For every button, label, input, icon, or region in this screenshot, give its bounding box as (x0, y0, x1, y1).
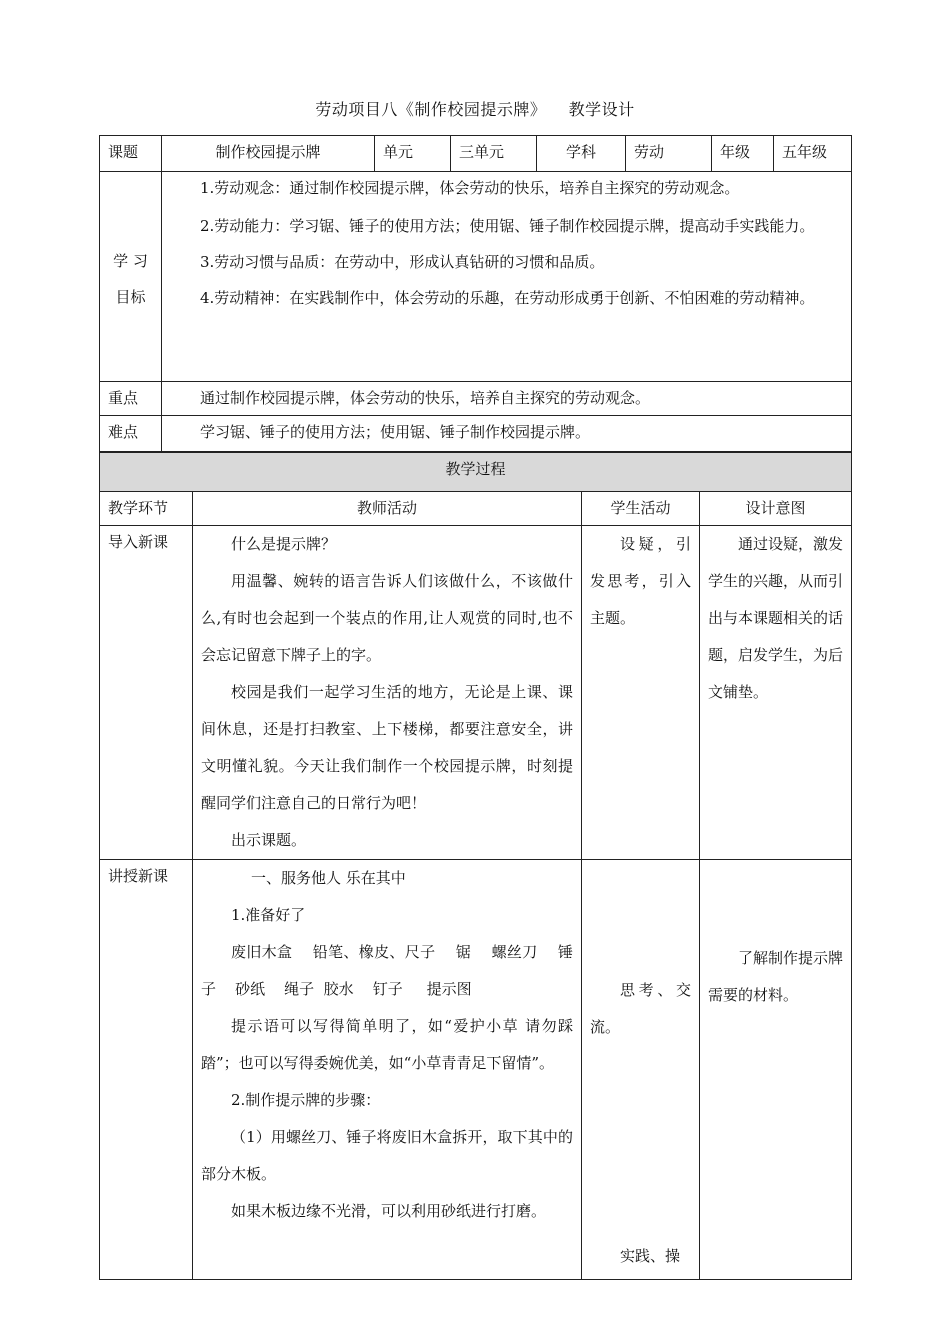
teacher-text: 出示课题。 (231, 831, 307, 849)
col-header-intent: 设计意图 (700, 492, 852, 526)
student-text: 思考、交流。 (590, 981, 691, 1036)
student-activity-new (582, 860, 700, 1280)
unit-label: 单元 (375, 136, 451, 172)
teacher-text: 2.制作提示牌的步骤： (231, 1091, 381, 1109)
intent-new (700, 860, 852, 1280)
goals-label-line2: 目标 (115, 287, 146, 306)
goals-label (100, 172, 162, 382)
col-header-student: 学生活动 (582, 492, 700, 526)
info-table (99, 135, 852, 452)
goal-item: 2.劳动能力：学习锯、锤子的使用方法；使用锯、锤子制作校园提示牌，提高动手实践能力。 (200, 217, 815, 235)
student-activity-intro (582, 526, 700, 860)
key-point-label: 重点 (100, 382, 162, 416)
intent-intro (700, 526, 852, 860)
student-text: 设疑，引发思考，引入主题。 (590, 535, 691, 627)
topic-value: 制作校园提示牌 (162, 136, 375, 172)
intent-text: 通过设疑，激发学生的兴趣，从而引出与本课题相关的话题，启发学生，为后文铺垫。 (708, 535, 844, 701)
teacher-activity-intro (193, 526, 582, 860)
key-point-text: 通过制作校园提示牌，体会劳动的快乐，培养自主探究的劳动观念。 (162, 382, 852, 416)
process-header: 教学过程 (100, 453, 852, 492)
teacher-text: 什么是提示牌？ (231, 535, 337, 553)
difficulty-text: 学习锯、锤子的使用方法；使用锯、锤子制作校园提示牌。 (162, 416, 852, 452)
goal-item: 1.劳动观念：通过制作校园提示牌，体会劳动的快乐，培养自主探究的劳动观念。 (200, 179, 740, 197)
stage-intro: 导入新课 (100, 526, 193, 860)
topic-label: 课题 (100, 136, 162, 172)
goals-label-line1: 学 习 (113, 251, 148, 270)
teacher-activity-new (193, 860, 582, 1280)
teacher-text: 如果木板边缘不光滑，可以利用砂纸进行打磨。 (231, 1202, 547, 1220)
goals-content (162, 172, 852, 382)
teacher-text: 一、服务他人 乐在其中 (251, 869, 406, 887)
process-table (99, 452, 852, 1280)
difficulty-label: 难点 (100, 416, 162, 452)
teacher-text: 提示语可以写得简单明了，如“爱护小草 请勿踩踏”；也可以写得委婉优美，如“小草青青足下留情”。 (201, 1017, 573, 1072)
grade-label: 年级 (712, 136, 774, 172)
teacher-text: 废旧木盒 铅笔、橡皮、尺子 锯 螺丝刀 锤子 砂纸 绳子 胶水 钉子 提示图 (201, 943, 573, 998)
goal-item: 4.劳动精神：在实践制作中，体会劳动的乐趣，在劳动形成勇于创新、不怕困难的劳动精神。 (200, 289, 815, 307)
teacher-text: 用温馨、婉转的语言告诉人们该做什么，不该做什么,有时也会起到一个装点的作用,让人观赏的同时,也不会忘记留意下牌子上的字。 (201, 572, 573, 664)
teacher-text: 校园是我们一起学习生活的地方，无论是上课、课间休息，还是打扫教室、上下楼梯，都要注意安全，讲文明懂礼貌。今天让我们制作一个校园提示牌，时刻提醒同学们注意自己的日常行为吧！ (201, 683, 573, 812)
student-text: 实践、操 (620, 1247, 681, 1265)
unit-value: 三单元 (451, 136, 537, 172)
subject-label: 学科 (537, 136, 626, 172)
teacher-text: 1.准备好了 (231, 906, 306, 924)
subject-value: 劳动 (626, 136, 712, 172)
col-header-stage: 教学环节 (100, 492, 193, 526)
goal-item: 3.劳动习惯与品质：在劳动中，形成认真钻研的习惯和品质。 (200, 253, 605, 271)
grade-value: 五年级 (774, 136, 852, 172)
teacher-text: （1）用螺丝刀、锤子将废旧木盒拆开，取下其中的部分木板。 (201, 1128, 573, 1183)
stage-new-lesson: 讲授新课 (100, 860, 193, 1280)
col-header-teacher: 教师活动 (193, 492, 582, 526)
document-title: 劳动项目八《制作校园提示牌》 教学设计 (315, 100, 635, 119)
intent-text: 了解制作提示牌需要的材料。 (708, 949, 844, 1004)
